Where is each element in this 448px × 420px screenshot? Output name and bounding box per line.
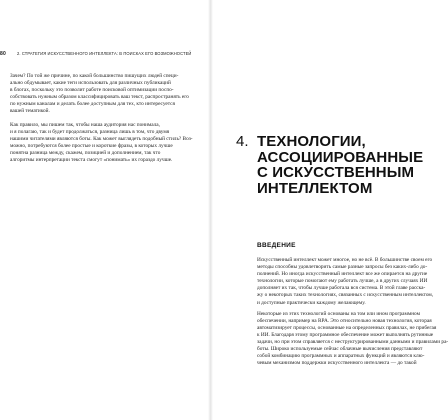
text-line: по нужным каналам и делать более доступным для тех, кто интересуется bbox=[10, 101, 175, 108]
chapter-number: 4. bbox=[236, 133, 249, 150]
text-line: методы способны удовлетворить самые разные запросы без каких-либо до- bbox=[257, 264, 428, 271]
text-line: ально обдумывает, какие теги использовать для различных публикаций bbox=[10, 80, 171, 87]
chapter-title-line: ТЕХНОЛОГИИ, bbox=[257, 133, 366, 150]
text-line: Некоторые из этих технологий основаны на том или ином программном bbox=[257, 310, 420, 317]
paragraph bbox=[10, 122, 205, 165]
text-line: жу о некоторых таких технологиях, связанных с искусственным интеллектом, bbox=[257, 292, 434, 299]
chapter-title-line: АССОЦИИРОВАННЫЕ bbox=[257, 148, 424, 166]
running-head: 2. СТРАТЕГИЯ ИСКУССТВЕННОГО ИНТЕЛЛЕКТА: В ПОИСКАХ ЕГО ВОЗМОЖНОСТЕЙ bbox=[17, 51, 192, 56]
text-line: полнений. Но иногда искусственный интеллект все же опирается на другие bbox=[257, 271, 428, 278]
text-line: собой комбинацию программных и аппаратных функций и являются клю- bbox=[257, 353, 425, 360]
chapter-title-line: ИНТЕЛЛЕКТОМ bbox=[257, 179, 373, 197]
text-line: понятна разница между, скажем, позицией и дополнением, так что bbox=[10, 149, 161, 156]
text-line: автоматизирует процессы, основанные на определенных правилах, не прибегая bbox=[257, 324, 437, 331]
text-line: нашими читателями являются боты. Как может выглядеть подобный стиль? Воз- bbox=[10, 135, 193, 142]
text-line: технологии, которые помогают ему работать лучше, а в других случаях ИИ bbox=[257, 278, 428, 285]
paragraph bbox=[257, 257, 434, 307]
text-line: и я полагаю, так и будет продолжаться, разница лишь в том, что двумя bbox=[10, 128, 170, 135]
left-page bbox=[0, 0, 210, 420]
text-line: чевым механизмом поддержки искусственного интеллекта — до такой bbox=[257, 360, 417, 367]
text-line: дополняет их так, чтобы лучше работала вся система. В этой главе расска- bbox=[257, 285, 426, 292]
text-line: собствовать нужным образом классифицировать ваш текст, распространять его bbox=[10, 94, 189, 101]
text-line: в блогах, поскольку это позволит работе поисковой оптимизации поспо- bbox=[10, 87, 174, 94]
text-line: боты. Широко используемые сейчас облачные вычисления представляют bbox=[257, 346, 423, 353]
text-line: задачи, но при этом справляется с неструктурированными данными и правилами ра- bbox=[257, 339, 448, 346]
page-number: 80 bbox=[0, 51, 6, 57]
chapter-title bbox=[257, 133, 424, 197]
paragraph bbox=[257, 310, 448, 368]
text-line: Искусственный интеллект может многое, но не всё. В большинстве своем его bbox=[257, 257, 433, 263]
text-line: и доступные практически каждому желающему. bbox=[257, 299, 366, 306]
left-body-text bbox=[10, 73, 205, 164]
chapter-title-line: С ИСКУССТВЕННЫМ bbox=[257, 164, 415, 181]
paragraph bbox=[10, 73, 205, 116]
section-heading: ВВЕДЕНИЕ bbox=[257, 242, 296, 249]
text-line: Зачем? По той же причине, по какой большинство пишущих людей специ- bbox=[10, 73, 179, 79]
text-line: Как правило, мы пишем так, чтобы наша аудитория нас понимала, bbox=[10, 121, 160, 128]
text-line: обеспечении, например на RPA. Это относительно новая технология, которая bbox=[257, 317, 432, 324]
text-line: вашей тематикой. bbox=[10, 108, 50, 115]
right-body-text bbox=[257, 257, 448, 367]
text-line: можно, потребуются более простые и короткие фразы, в которых лучше bbox=[10, 142, 173, 149]
text-line: алгоритмы интерпретации текста смогут «понимать» их гораздо лучше. bbox=[10, 157, 173, 164]
text-line: к ИИ. Благодаря этому программное обеспечение может выполнять рутинные bbox=[257, 331, 434, 338]
